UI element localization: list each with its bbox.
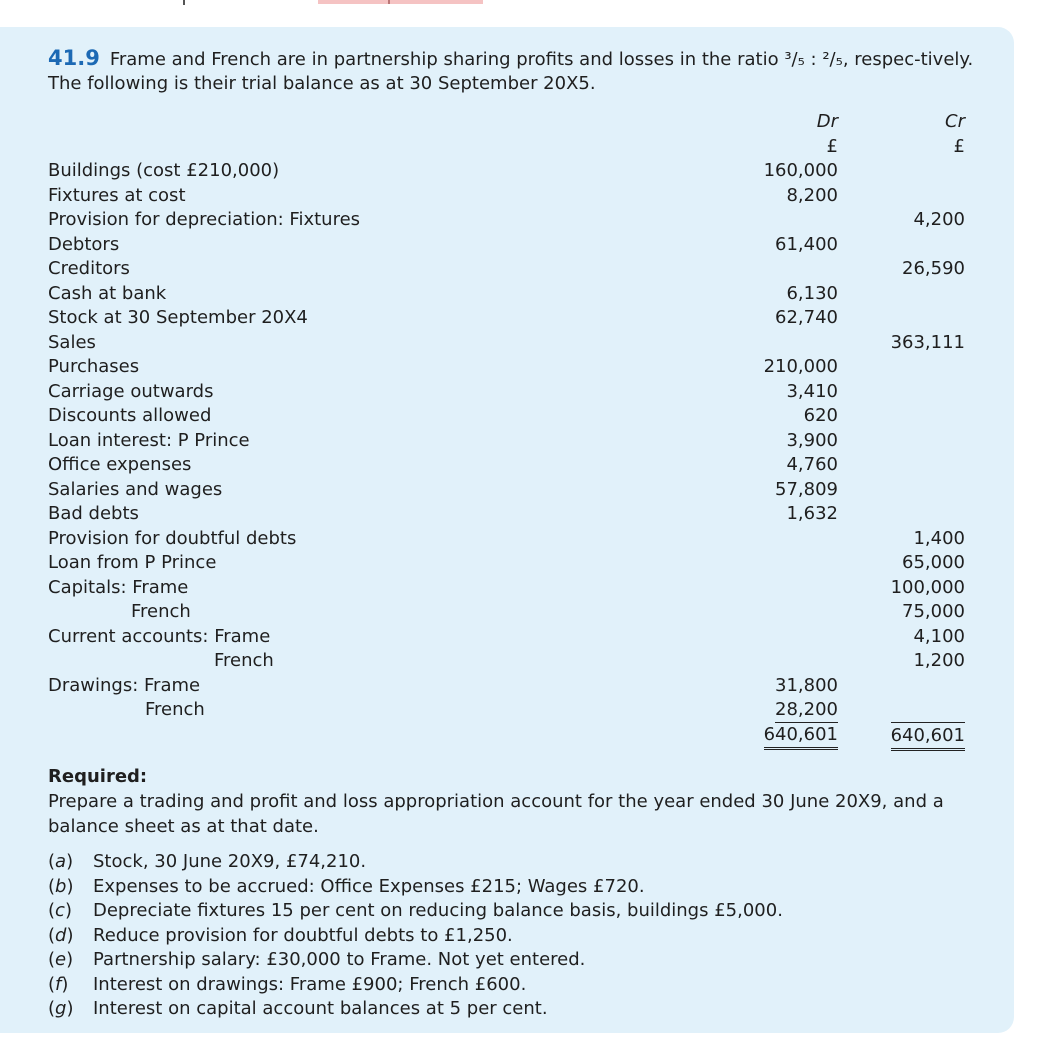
- cr-amount: 4,200: [913, 209, 965, 230]
- highlight-remnant: [318, 0, 483, 4]
- required-heading: Required:: [48, 766, 148, 787]
- dr-amount: 6,130: [786, 283, 838, 304]
- note-marker: (e): [48, 949, 74, 970]
- edge-mark: [388, 0, 390, 4]
- note-marker: (d): [48, 924, 74, 946]
- list-item: [48, 875, 978, 900]
- dr-total: 640,601: [764, 722, 838, 750]
- note-text: Partnership salary: £30,000 to Frame. Not yet entered.: [93, 949, 586, 970]
- list-item: [48, 973, 978, 998]
- dr-amount: 28,200: [775, 697, 838, 723]
- table-row: [0, 477, 1014, 502]
- dr-amount: 4,760: [786, 454, 838, 475]
- adjustment-notes: [48, 850, 978, 1022]
- row-label: Office expenses: [48, 454, 192, 475]
- row-label: Provision for depreciation: Fixtures: [48, 209, 361, 230]
- table-row: [0, 183, 1014, 208]
- row-label: Provision for doubtful debts: [48, 528, 297, 549]
- table-row: [0, 550, 1014, 575]
- question-heading: [48, 46, 978, 96]
- cr-column-header: Cr: [945, 111, 965, 132]
- dr-amount: 3,900: [786, 430, 838, 451]
- note-text: Stock, 30 June 20X9, £74,210.: [93, 851, 367, 872]
- row-label: Debtors: [48, 234, 120, 255]
- note-text: Reduce provision for doubtful debts to £1,250.: [93, 924, 513, 946]
- table-row: [0, 379, 1014, 404]
- list-item: [48, 899, 978, 924]
- cr-amount: 75,000: [902, 601, 965, 622]
- note-text: Depreciate fixtures 15 per cent on reducing balance basis, buildings £5,000.: [93, 900, 783, 921]
- column-header-row: [0, 109, 1014, 134]
- row-label: Drawings: Frame: [48, 675, 201, 696]
- row-label: Loan from P Prince: [48, 552, 217, 573]
- table-row: [0, 501, 1014, 526]
- list-item: [48, 948, 978, 973]
- table-row: [0, 526, 1014, 551]
- row-label: Stock at 30 September 20X4: [48, 307, 308, 328]
- table-row: [0, 256, 1014, 281]
- row-label: Purchases: [48, 356, 140, 377]
- note-marker: (b): [48, 875, 74, 897]
- note-marker: (c): [48, 900, 72, 921]
- row-label: Discounts allowed: [48, 405, 212, 426]
- dr-amount: 31,800: [775, 675, 838, 696]
- row-label: Loan interest: P Prince: [48, 430, 250, 451]
- row-label: Carriage outwards: [48, 381, 214, 402]
- table-row: [0, 158, 1014, 183]
- row-label: Current accounts: Frame: [48, 626, 271, 647]
- row-label: Cash at bank: [48, 283, 167, 304]
- row-label: Capitals: Frame: [48, 577, 189, 598]
- note-marker: (f): [48, 973, 69, 995]
- note-marker: (a): [48, 851, 74, 872]
- note-marker: (g): [48, 998, 74, 1019]
- table-row: [0, 207, 1014, 232]
- table-row: [0, 599, 1014, 624]
- table-row: [0, 428, 1014, 453]
- currency-row: [0, 134, 1014, 159]
- row-label: French: [145, 699, 205, 720]
- table-row: [0, 330, 1014, 355]
- table-row: [0, 232, 1014, 257]
- note-text: Interest on capital account balances at 5 per cent.: [93, 998, 548, 1019]
- table-row: [0, 697, 1014, 722]
- cr-amount: 100,000: [890, 577, 965, 598]
- table-row: [0, 648, 1014, 673]
- edge-mark: [183, 0, 185, 5]
- dr-amount: 620: [803, 405, 838, 426]
- dr-amount: 8,200: [786, 185, 838, 206]
- table-row: [0, 281, 1014, 306]
- question-text: Frame and French are in partnership sharing profits and losses in the ratio ³/₅ : ²/₅, respec-tively. The following is their trial balance as at 30 September 20X5.: [48, 49, 974, 94]
- dr-amount: 160,000: [763, 160, 838, 181]
- dr-amount: 57,809: [775, 479, 838, 500]
- table-row: [0, 452, 1014, 477]
- cr-currency: £: [953, 136, 965, 157]
- cr-amount: 363,111: [890, 332, 965, 353]
- row-label: French: [131, 601, 191, 622]
- cr-total: 640,601: [891, 722, 965, 751]
- dr-amount: 61,400: [775, 234, 838, 255]
- list-item: [48, 850, 978, 875]
- dr-column-header: Dr: [816, 111, 838, 132]
- dr-currency: £: [826, 136, 838, 157]
- row-label: Sales: [48, 332, 96, 353]
- list-item: [48, 924, 978, 949]
- dr-amount: 1,632: [786, 503, 838, 524]
- cr-amount: 1,200: [913, 650, 965, 671]
- cr-amount: 4,100: [913, 626, 965, 647]
- row-label: Creditors: [48, 258, 130, 279]
- dr-amount: 210,000: [763, 356, 838, 377]
- required-text: Prepare a trading and profit and loss appropriation account for the year ended 30 June 20X9, and a balance sheet as at that date.: [48, 791, 944, 837]
- cr-amount: 1,400: [913, 528, 965, 549]
- row-label: Salaries and wages: [48, 479, 223, 500]
- table-row: [0, 354, 1014, 379]
- note-text: Interest on drawings: Frame £900; French £600.: [93, 973, 527, 995]
- table-row: [0, 575, 1014, 600]
- dr-amount: 3,410: [786, 381, 838, 402]
- question-number: 41.9: [48, 46, 100, 70]
- table-row: [0, 624, 1014, 649]
- row-label: French: [214, 650, 274, 671]
- cr-amount: 65,000: [902, 552, 965, 573]
- totals-row: [0, 722, 1014, 747]
- table-row: [0, 305, 1014, 330]
- dr-amount: 62,740: [775, 307, 838, 328]
- top-edge-remnant: [0, 0, 1044, 6]
- list-item: [48, 997, 978, 1022]
- cr-amount: 26,590: [902, 258, 965, 279]
- table-row: [0, 673, 1014, 698]
- note-text: Expenses to be accrued: Office Expenses £215; Wages £720.: [93, 875, 645, 897]
- row-label: Buildings (cost £210,000): [48, 160, 280, 181]
- table-row: [0, 403, 1014, 428]
- row-label: Bad debts: [48, 503, 139, 524]
- row-label: Fixtures at cost: [48, 185, 186, 206]
